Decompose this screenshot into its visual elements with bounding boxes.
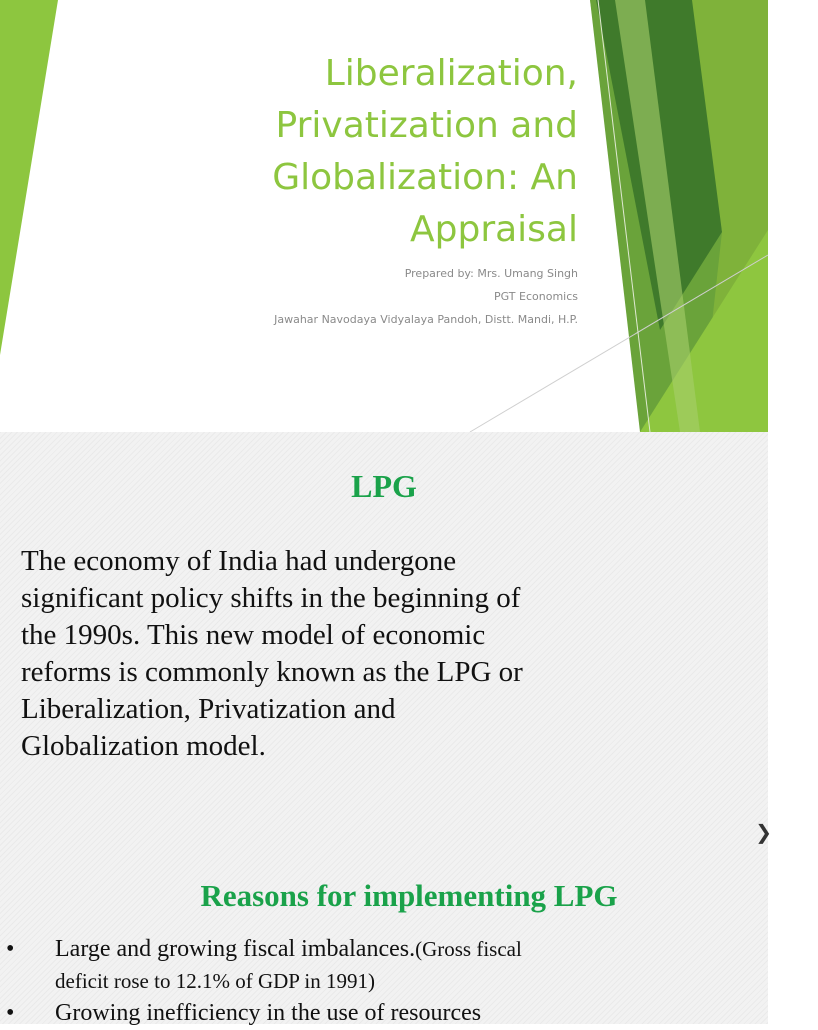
paragraph-line: The economy of India had undergone [21, 545, 457, 577]
title-line: Globalization: An [272, 157, 578, 198]
bullet-icon: • [6, 936, 15, 962]
list-item [0, 996, 768, 1030]
title-line: Appraisal [409, 209, 578, 250]
paragraph-line: reforms is commonly known as the LPG or [21, 656, 523, 688]
intro-paragraph [21, 543, 781, 765]
school-name: Jawahar Navodaya Vidyalaya Pandoh, Distt. Mandi, H.P. [274, 313, 578, 326]
list-item [0, 932, 768, 996]
reasons-heading: Reasons for implementing LPG [200, 878, 618, 913]
next-slide-arrow-icon[interactable]: ❯ [755, 820, 772, 844]
presentation-title [158, 48, 578, 256]
bullet-icon: • [6, 1000, 15, 1026]
paragraph-line: Globalization model. [21, 730, 266, 762]
bullet-main-text: Growing inefficiency in the use of resources [55, 1000, 482, 1026]
bullet-continuation: deficit rose to 12.1% of GDP in 1991) [55, 969, 376, 993]
title-slide [0, 0, 768, 432]
prepared-by: Prepared by: Mrs. Umang Singh [404, 267, 578, 280]
subtitle-block [158, 262, 578, 331]
bullet-note: (Gross fiscal [415, 937, 522, 961]
slide-heading: LPG [351, 468, 417, 504]
bullet-main-text: Large and growing fiscal imbalances. [55, 936, 416, 962]
reasons-list [0, 932, 768, 1030]
left-green-strip [0, 0, 58, 355]
title-block [158, 48, 578, 331]
paragraph-line: Liberalization, Privatization and [21, 693, 396, 725]
designation: PGT Economics [494, 290, 578, 303]
title-line: Liberalization, [324, 53, 578, 94]
content-slide [0, 432, 772, 1026]
paragraph-line: the 1990s. This new model of economic [21, 619, 486, 651]
title-line: Privatization and [275, 105, 578, 146]
paragraph-line: significant policy shifts in the beginning of [21, 582, 521, 614]
